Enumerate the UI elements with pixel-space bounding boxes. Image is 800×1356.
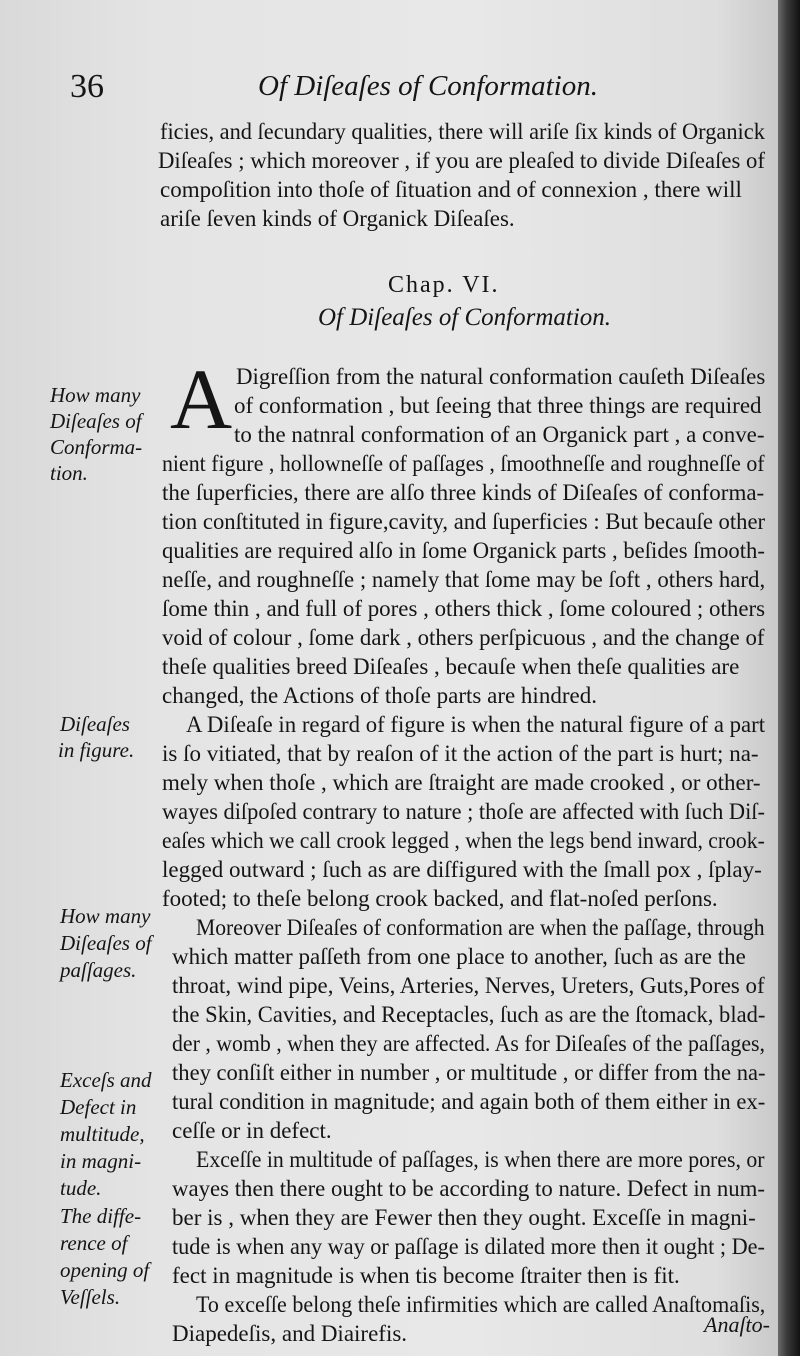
text-line: To exceſſe belong theſe infirmities which are called Anaſtomaſis, xyxy=(196,1292,766,1317)
chapter-heading: Chap. VI. xyxy=(388,272,500,298)
text-line: A Diſeaſe in regard of figure is when the natural figure of a part xyxy=(186,712,766,737)
margin-note-line: multitude, xyxy=(60,1122,145,1146)
margin-note-line: in figure. xyxy=(58,738,135,762)
text-line: void of colour , ſome dark , others perſpicuous , and the change of xyxy=(162,625,765,650)
text-line: Diſeaſes ; which moreover , if you are pleaſed to divide Diſeaſes of xyxy=(158,148,766,173)
text-line: fect in magnitude is when tis become ſtraiter then is fit. xyxy=(172,1263,680,1288)
text-line: tural condition in magnitude; and again both of them either in ex- xyxy=(172,1089,766,1114)
text-line: ſome thin , and full of pores , others thick , ſome coloured ; others xyxy=(162,596,766,621)
text-line: changed, the Actions of thoſe parts are hindred. xyxy=(162,683,597,708)
text-line: the Skin, Cavities, and Receptacles, ſuch as are the ſtomack, blad- xyxy=(172,1002,766,1027)
text-line: ariſe ſeven kinds of Organick Diſeaſes. xyxy=(160,206,515,231)
margin-note-line: Veſſels. xyxy=(60,1285,121,1309)
drop-cap: A xyxy=(170,351,233,447)
margin-note-line: Conforma- xyxy=(50,435,143,459)
text-line: footed; to theſe belong crook backed, and flat-noſed perſons. xyxy=(162,886,718,911)
text-line: which matter paſſeth from one place to another, ſuch as are the xyxy=(172,944,746,969)
margin-note-line: Diſeaſes xyxy=(60,712,130,736)
text-line: is ſo vitiated, that by reaſon of it the action of the part is hurt; na- xyxy=(162,741,759,766)
text-line: tude is when any way or paſſage is dilated more then it ought ; De- xyxy=(172,1234,765,1259)
text-line: wayes diſpoſed contrary to nature ; thoſe are affected with ſuch Diſ- xyxy=(162,799,765,824)
text-line: mely when thoſe , which are ſtraight are made crooked , or other- xyxy=(162,770,761,795)
text-line: Exceſſe in multitude of paſſages, is when there are more pores, or xyxy=(196,1147,765,1172)
text-line: the ſuperficies, there are alſo three kinds of Diſeaſes of conforma- xyxy=(162,480,765,505)
margin-note-line: opening of xyxy=(60,1258,150,1282)
margin-note-line: How many xyxy=(60,904,151,928)
margin-note-line: The diffe- xyxy=(60,1204,142,1228)
text-line: neſſe, and roughneſſe ; namely that ſome may be ſoft , others hard, xyxy=(162,567,766,592)
text-line: ficies, and ſecundary qualities, there will ariſe ſix kinds of Organick xyxy=(160,119,765,144)
page-number: 36 xyxy=(70,68,104,105)
text-line: der , womb , when they are affected. As for Diſeaſes of the paſſages, xyxy=(172,1031,765,1056)
running-head: Of Diſeaſes of Conformation. xyxy=(258,70,598,102)
margin-note-line: tude. xyxy=(60,1176,102,1200)
text-line: to the natnral conformation of an Organick part , a conve- xyxy=(234,422,765,447)
text-line: wayes then there ought to be according to nature. Defect in num- xyxy=(172,1176,766,1201)
margin-note-line: in magni- xyxy=(60,1149,142,1173)
text-line: compoſition into thoſe of ſituation and of connexion , there will xyxy=(160,177,742,202)
text-line: nient figure , hollowneſſe of paſſages , ſmoothneſſe and roughneſſe of xyxy=(162,451,765,476)
text-line: Diapedeſis, and Diairefis. xyxy=(172,1321,408,1346)
margin-note-line: tion. xyxy=(50,461,88,485)
margin-note-line: Defect in xyxy=(60,1095,137,1119)
text-line: Digreſſion from the natural conformation cauſeth Diſeaſes xyxy=(236,364,766,389)
margin-note-line: Exceſs and xyxy=(60,1068,152,1092)
margin-note-line: paſſages. xyxy=(60,958,137,982)
text-line: theſe qualities breed Diſeaſes , becauſe when theſe qualities are xyxy=(162,654,740,679)
page-edge xyxy=(778,0,800,1356)
margin-note-line: How many xyxy=(50,383,141,407)
text-line: of conformation , but ſeeing that three things are required xyxy=(234,393,762,418)
catchword: Anaſto- xyxy=(704,1312,770,1337)
text-line: they conſiſt either in number , or multitude , or differ from the na- xyxy=(172,1060,766,1085)
text-line: qualities are required alſo in ſome Organick parts , beſides ſmooth- xyxy=(162,538,765,563)
text-line: ceſſe or in defect. xyxy=(172,1118,332,1143)
text-line: eaſes which we call crook legged , when the legs bend inward, crook- xyxy=(162,828,765,853)
margin-note-line: Diſeaſes of xyxy=(60,931,152,955)
text-line: legged outward ; ſuch as are diſfigured with the ſmall pox , ſplay- xyxy=(162,857,762,882)
text-line: tion conſtituted in figure,cavity, and ſuperficies : But becauſe other xyxy=(162,509,766,534)
margin-note-line: Diſeaſes of xyxy=(50,409,142,433)
text-line: Moreover Diſeaſes of conformation are when the paſſage, through xyxy=(196,915,765,940)
text-line: throat, wind pipe, Veins, Arteries, Nerves, Ureters, Guts,Pores of xyxy=(172,973,765,998)
chapter-title: Of Diſeaſes of Conformation. xyxy=(318,304,612,331)
margin-note-line: rence of xyxy=(60,1231,128,1255)
text-line: ber is , when they are Fewer then they ought. Exceſſe in magni- xyxy=(172,1205,756,1230)
